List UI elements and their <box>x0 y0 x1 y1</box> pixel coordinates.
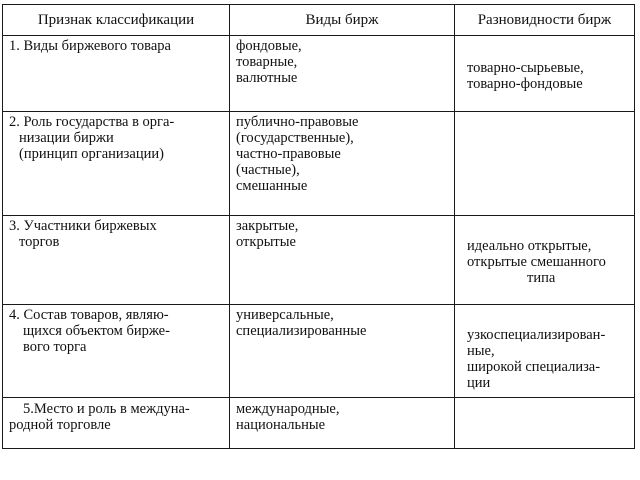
kinds-cell <box>230 398 455 449</box>
varieties-cell <box>455 36 635 112</box>
kinds-cell <box>230 216 455 305</box>
varieties-line: типа <box>527 270 556 286</box>
feature-line: 2. Роль государства в орга- <box>9 114 175 130</box>
varieties-line: узкоспециализирован- <box>467 327 606 343</box>
feature-cell <box>3 112 230 216</box>
feature-line: родной торговле <box>9 417 111 433</box>
varieties-line: открытые смешанного <box>467 254 606 270</box>
feature-line: 5.Место и роль в междуна- <box>23 401 190 417</box>
varieties-line: ные, <box>467 343 495 359</box>
feature-cell <box>3 216 230 305</box>
varieties-line: товарно-фондовые <box>467 76 583 92</box>
classification-table <box>2 4 635 449</box>
feature-line: 1. Виды биржевого товара <box>9 38 171 54</box>
table-row <box>3 305 635 398</box>
kinds-line: национальные <box>236 417 326 433</box>
feature-cell <box>3 305 230 398</box>
varieties-line: товарно-сырьевые, <box>467 60 584 76</box>
varieties-cell <box>455 216 635 305</box>
header-cell-kinds <box>230 5 455 36</box>
kinds-line: специализированные <box>236 323 367 339</box>
varieties-cell <box>455 305 635 398</box>
kinds-cell <box>230 305 455 398</box>
varieties-line: ции <box>467 375 491 391</box>
kinds-line: универсальные, <box>236 307 334 323</box>
feature-line: щихся объектом бирже- <box>23 323 170 339</box>
header-cell-varieties <box>455 5 635 36</box>
kinds-line: частно-правовые <box>236 146 341 162</box>
header-cell-feature <box>3 5 230 36</box>
kinds-cell <box>230 112 455 216</box>
table-row <box>3 398 635 449</box>
header-row <box>3 5 635 36</box>
kinds-line: валютные <box>236 70 298 86</box>
varieties-cell <box>455 398 635 449</box>
varieties-cell <box>455 112 635 216</box>
kinds-line: публично-правовые <box>236 114 359 130</box>
kinds-line: товарные, <box>236 54 298 70</box>
kinds-line: смешанные <box>236 178 308 194</box>
header-feature: Признак классификации <box>37 12 195 28</box>
feature-cell <box>3 36 230 112</box>
kinds-line: (государственные), <box>236 130 354 146</box>
table-row <box>3 36 635 112</box>
feature-line: вого торга <box>23 339 87 355</box>
feature-line: (принцип организации) <box>19 146 164 162</box>
feature-cell <box>3 398 230 449</box>
kinds-line: (частные), <box>236 162 300 178</box>
varieties-line: широкой специализа- <box>467 359 601 375</box>
kinds-line: закрытые, <box>236 218 299 234</box>
kinds-line: международные, <box>236 401 340 417</box>
feature-line: низации биржи <box>19 130 114 146</box>
varieties-line: идеально открытые, <box>467 238 592 254</box>
kinds-line: фондовые, <box>236 38 302 54</box>
kinds-cell <box>230 36 455 112</box>
table-row <box>3 216 635 305</box>
feature-line: 4. Состав товаров, являю- <box>9 307 169 323</box>
feature-line: 3. Участники биржевых <box>9 218 157 234</box>
table-row <box>3 112 635 216</box>
kinds-line: открытые <box>236 234 296 250</box>
feature-line: торгов <box>19 234 60 250</box>
header-varieties: Разновидности бирж <box>477 12 612 28</box>
header-kinds: Виды бирж <box>305 12 379 28</box>
